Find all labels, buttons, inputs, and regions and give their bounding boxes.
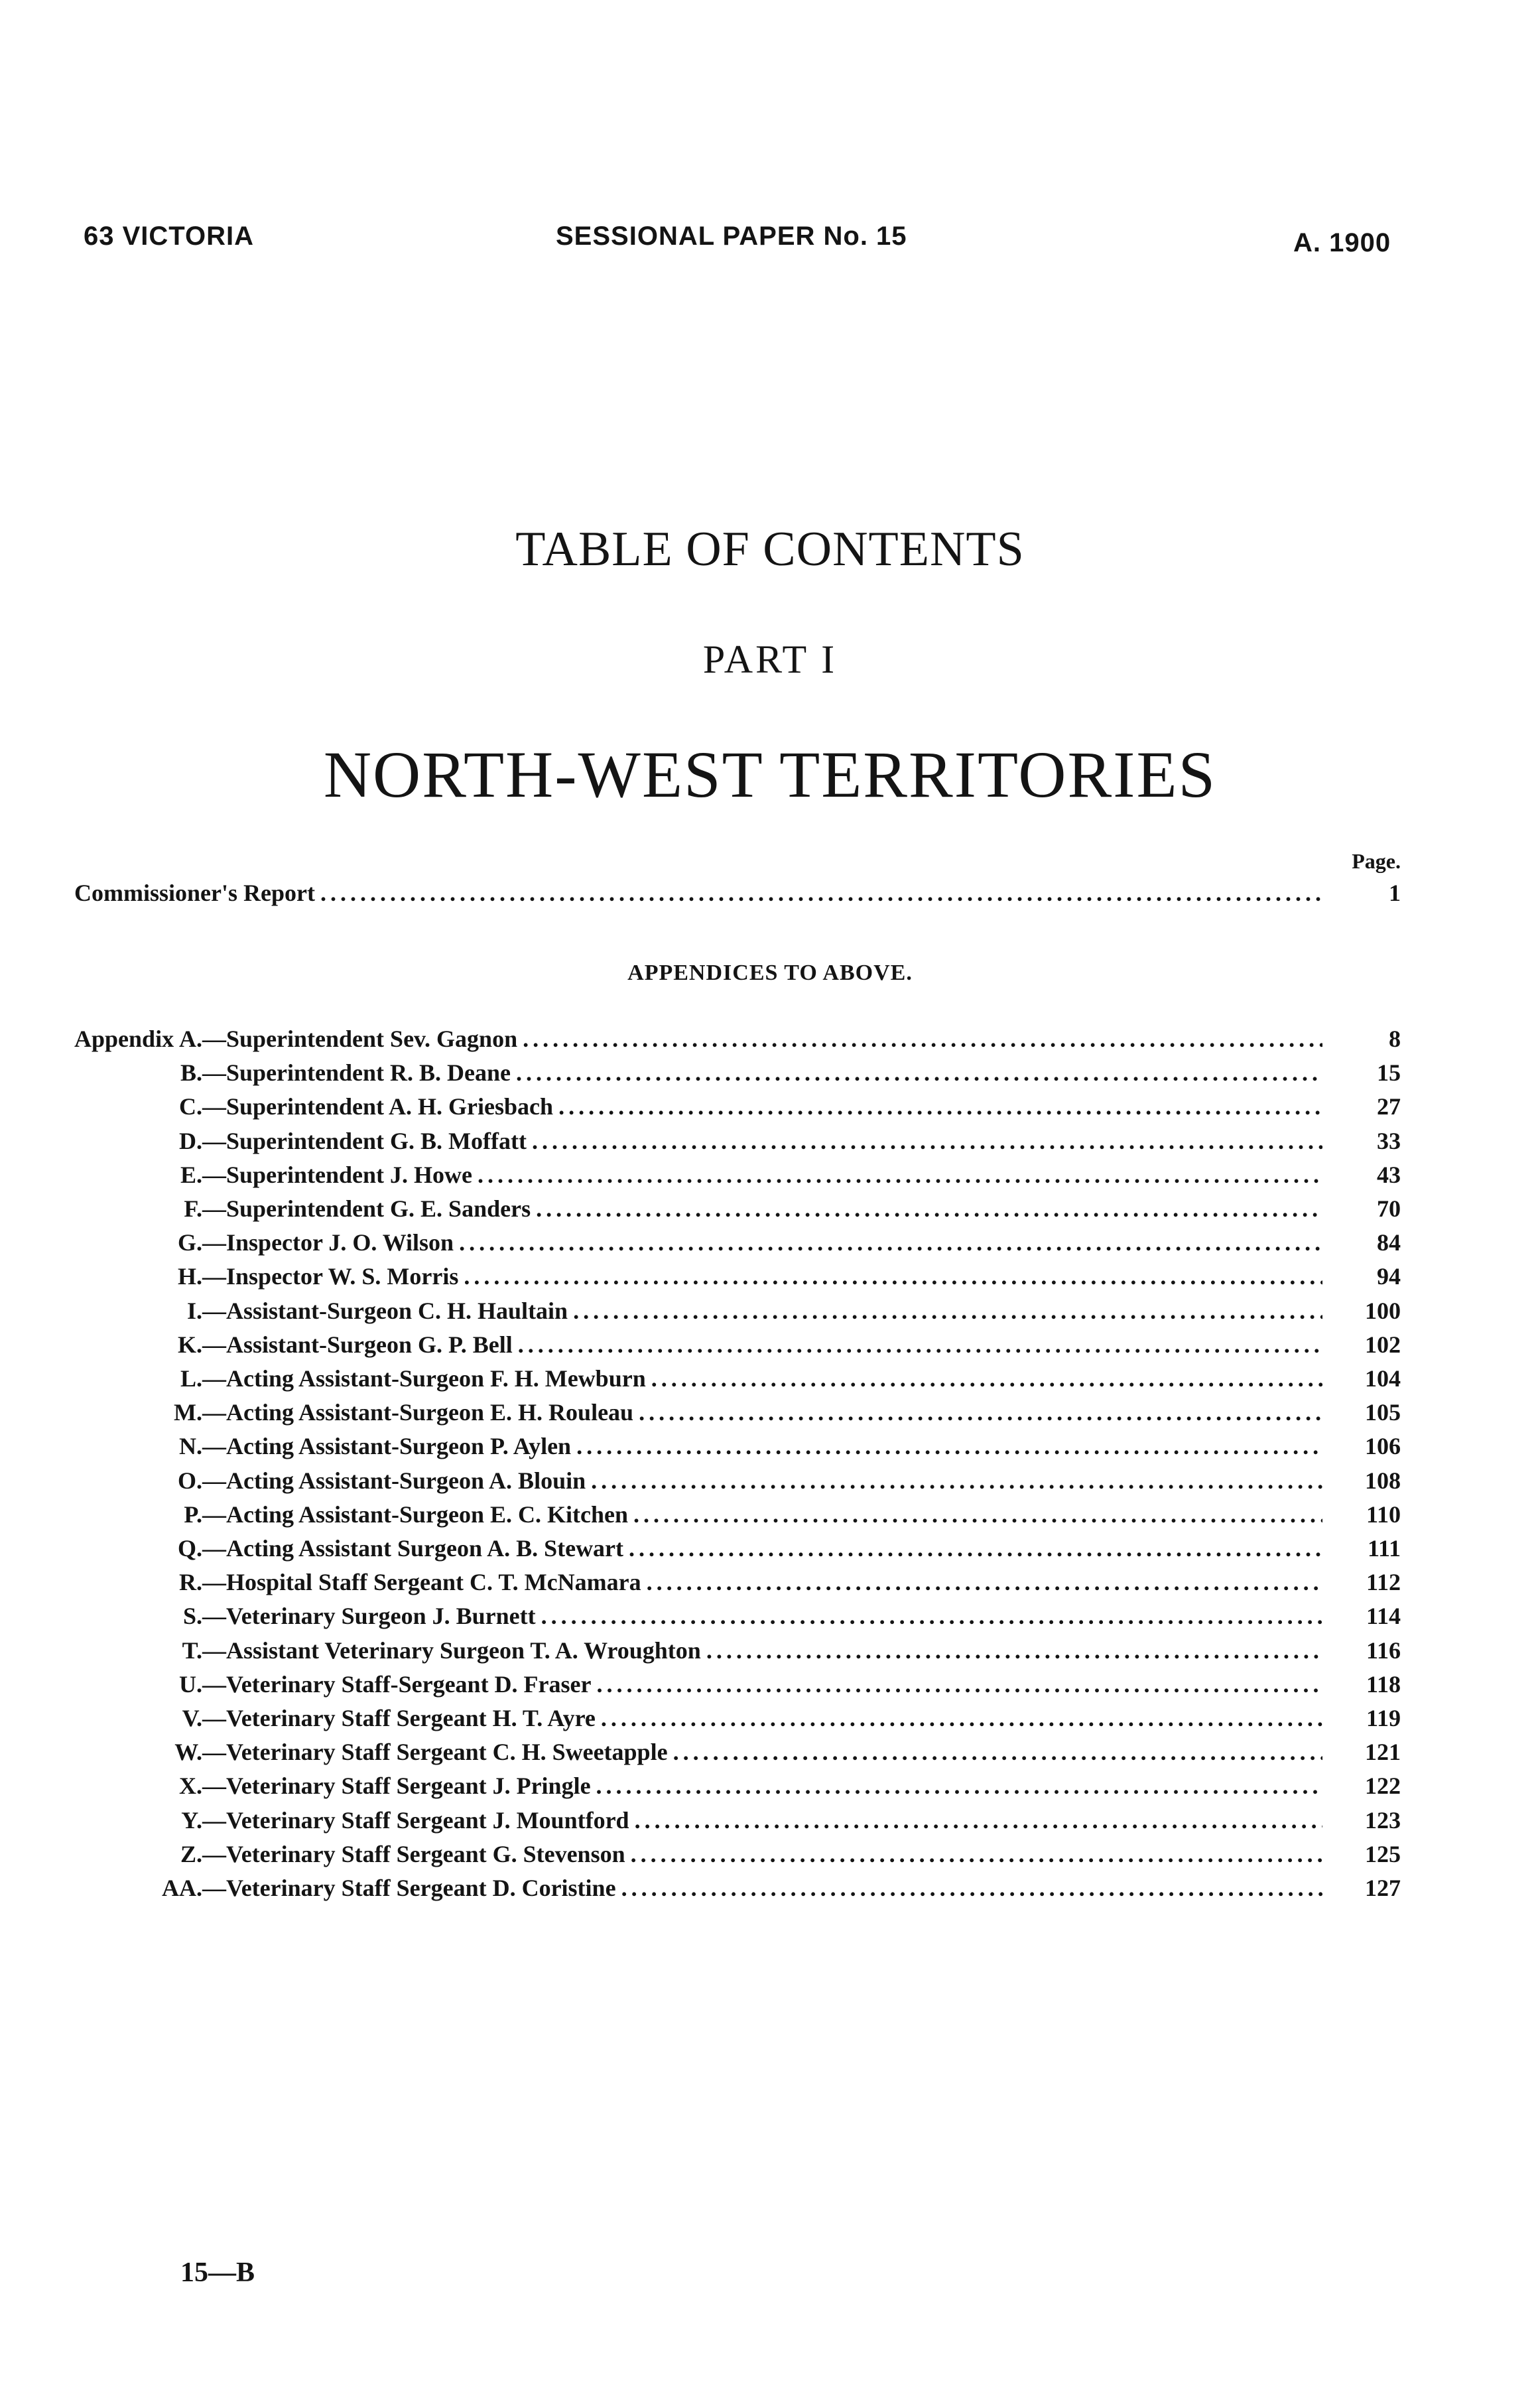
toc-entry-page: 116: [1366, 1637, 1401, 1664]
leader-dots: [459, 1229, 1322, 1256]
toc-entry-page: 27: [1377, 1093, 1401, 1120]
appendix-title: —Acting Assistant-Surgeon E. H. Rouleau: [202, 1399, 634, 1426]
toc-entry-label: [123, 1297, 568, 1325]
toc-entry-page: 106: [1365, 1433, 1401, 1459]
toc-entry-label: [123, 1331, 513, 1359]
appendix-prefix: Appendix: [74, 1026, 174, 1052]
appendix-title: —Assistant Veterinary Surgeon T. A. Wroughton: [202, 1637, 701, 1664]
toc-entry-label: [123, 1568, 641, 1596]
toc-entry-appendix: [123, 1568, 1401, 1596]
leader-dots: [516, 1059, 1322, 1087]
toc-entry-page: 127: [1365, 1875, 1401, 1901]
appendix-title: —Superintendent G. E. Sanders: [202, 1195, 531, 1222]
toc-entry-appendix: [123, 1840, 1401, 1868]
toc-entry-commissioner: [74, 879, 1401, 907]
toc-entry-appendix: [123, 1398, 1401, 1426]
appendix-letter: I.: [186, 1298, 202, 1324]
toc-entry-page: 33: [1377, 1128, 1401, 1154]
leader-dots: [635, 1806, 1322, 1834]
leader-dots: [647, 1568, 1322, 1596]
toc-entry-page: 119: [1366, 1705, 1401, 1731]
toc-entry-label: [123, 1432, 571, 1460]
leader-dots: [573, 1297, 1322, 1325]
appendix-letter: R.: [179, 1569, 202, 1595]
appendix-letter: T.: [182, 1637, 202, 1664]
toc-entry-page: 102: [1365, 1331, 1401, 1358]
leader-dots: [518, 1331, 1322, 1359]
header-sessional-paper: SESSIONAL PAPER No. 15: [556, 222, 907, 251]
toc-entry-page: 112: [1366, 1569, 1401, 1595]
toc-entry-label: [123, 1161, 472, 1189]
toc-entry-label: [123, 1093, 553, 1120]
toc-entry-appendix: [123, 1432, 1401, 1460]
leader-dots: [320, 879, 1322, 907]
leader-dots: [478, 1161, 1322, 1189]
appendix-letter: W.: [174, 1739, 202, 1765]
toc-entry-page: 114: [1366, 1603, 1401, 1629]
toc-entry-page: 105: [1365, 1399, 1401, 1426]
toc-entry-label: [123, 1806, 629, 1834]
appendix-title: —Superintendent A. H. Griesbach: [202, 1093, 554, 1120]
toc-entry-appendix: [123, 1025, 1401, 1053]
toc-entry-appendix: [123, 1229, 1401, 1256]
leader-dots: [523, 1025, 1322, 1053]
toc-entry-page: 70: [1377, 1195, 1401, 1222]
leader-dots: [631, 1840, 1322, 1868]
toc-entry-appendix: [123, 1534, 1401, 1562]
leader-dots: [601, 1704, 1322, 1732]
leader-dots: [541, 1602, 1322, 1630]
appendix-letter: K.: [177, 1331, 202, 1358]
leader-dots: [651, 1365, 1322, 1392]
region-heading: NORTH-WEST TERRITORIES: [323, 738, 1217, 811]
toc-entry-appendix: [123, 1874, 1401, 1902]
footer-signature: 15—B: [180, 2257, 255, 2288]
toc-entry-page: 15: [1377, 1059, 1401, 1086]
leader-dots: [536, 1195, 1322, 1223]
page-column-label: Page.: [1352, 849, 1401, 873]
toc-entry-appendix: [123, 1806, 1401, 1834]
toc-entry-page: 104: [1365, 1365, 1401, 1392]
appendix-letter: Z.: [180, 1841, 202, 1867]
toc-entry-label: [123, 1127, 527, 1155]
toc-entry-appendix: [123, 1670, 1401, 1698]
toc-entry-page: 111: [1367, 1535, 1401, 1562]
appendix-letter: N.: [179, 1433, 202, 1459]
toc-entry-page: 8: [1389, 1026, 1401, 1052]
appendix-title: —Acting Assistant Surgeon A. B. Stewart: [202, 1535, 624, 1562]
appendix-letter: A.: [179, 1026, 202, 1052]
toc-entry-appendix: [123, 1262, 1401, 1290]
toc-entry-label: [123, 1025, 517, 1053]
leader-dots: [706, 1637, 1322, 1664]
appendix-letter: O.: [177, 1467, 202, 1494]
toc-entry-page: 100: [1365, 1298, 1401, 1324]
appendix-title: —Superintendent Sev. Gagnon: [202, 1026, 518, 1052]
appendix-title: —Superintendent G. B. Moffatt: [202, 1128, 527, 1154]
leader-dots: [673, 1738, 1322, 1766]
toc-entry-appendix: [123, 1738, 1401, 1766]
toc-entry-page: 125: [1365, 1841, 1401, 1867]
toc-entry-label: [123, 1501, 628, 1528]
appendix-title: —Acting Assistant-Surgeon A. Blouin: [202, 1467, 586, 1494]
appendix-title: —Veterinary Staff Sergeant C. H. Sweetapple: [202, 1739, 668, 1765]
leader-dots: [596, 1772, 1322, 1800]
appendix-letter: G.: [177, 1229, 202, 1256]
appendix-title: —Veterinary Staff Sergeant D. Coristine: [202, 1875, 616, 1901]
page-title: TABLE OF CONTENTS: [515, 522, 1025, 576]
header-year: A. 1900: [1293, 228, 1391, 257]
toc-entry-page: 118: [1366, 1671, 1401, 1698]
appendix-title: —Inspector J. O. Wilson: [202, 1229, 454, 1256]
toc-entry-label: [123, 1365, 646, 1392]
appendix-letter: M.: [174, 1399, 202, 1426]
toc-entry-label: [123, 1840, 625, 1868]
toc-entry-label: [123, 1229, 454, 1256]
leader-dots: [532, 1127, 1322, 1155]
appendix-letter: X.: [179, 1773, 202, 1799]
toc-entry-label: [123, 1262, 458, 1290]
toc-entry-label: [123, 1670, 592, 1698]
toc-entry-appendix: [123, 1501, 1401, 1528]
appendix-title: —Acting Assistant-Surgeon F. H. Mewburn: [202, 1365, 646, 1392]
toc-entry-appendix: [123, 1637, 1401, 1664]
appendix-title: —Veterinary Staff Sergeant J. Mountford: [202, 1807, 629, 1834]
appendix-title: —Veterinary Staff Sergeant H. T. Ayre: [202, 1705, 596, 1731]
appendix-letter: AA.: [162, 1875, 202, 1901]
appendix-title: —Veterinary Surgeon J. Burnett: [202, 1603, 536, 1629]
toc-entry-page: 122: [1365, 1773, 1401, 1799]
part-heading: PART I: [702, 637, 838, 681]
toc-entry-label: [123, 1195, 531, 1223]
appendix-letter: C.: [179, 1093, 202, 1120]
appendix-letter: D.: [179, 1128, 202, 1154]
appendix-title: —Acting Assistant-Surgeon E. C. Kitchen: [202, 1501, 629, 1528]
toc-entry-label: [123, 1534, 623, 1562]
toc-entry-label: [123, 1398, 633, 1426]
toc-entry-page: 1: [1389, 880, 1401, 906]
appendix-title: —Assistant-Surgeon G. P. Bell: [202, 1331, 513, 1358]
toc-entry-appendix: [123, 1772, 1401, 1800]
toc-entry-appendix: [123, 1331, 1401, 1359]
toc-entry-label: Commissioner's Report: [74, 880, 315, 906]
leader-dots: [576, 1432, 1322, 1460]
appendix-letter: B.: [180, 1059, 202, 1086]
leader-dots: [639, 1398, 1322, 1426]
leader-dots: [621, 1874, 1322, 1902]
toc-entry-appendix: [123, 1161, 1401, 1189]
toc-entry-page: 94: [1377, 1263, 1401, 1290]
toc-entry-page: 108: [1365, 1467, 1401, 1494]
appendix-title: —Veterinary Staff-Sergeant D. Fraser: [202, 1671, 592, 1698]
appendix-title: —Acting Assistant-Surgeon P. Aylen: [202, 1433, 572, 1459]
appendix-title: —Veterinary Staff Sergeant J. Pringle: [202, 1773, 591, 1799]
appendix-title: —Inspector W. S. Morris: [202, 1263, 459, 1290]
toc-entry-page: 121: [1365, 1739, 1401, 1765]
appendix-letter: E.: [180, 1162, 202, 1188]
toc-entry-label: [123, 1637, 701, 1664]
toc-entry-page: 43: [1377, 1162, 1401, 1188]
appendix-letter: L.: [180, 1365, 202, 1392]
toc-entry-label: [123, 1738, 668, 1766]
appendix-letter: P.: [184, 1501, 202, 1528]
leader-dots: [464, 1262, 1322, 1290]
leader-dots: [591, 1467, 1322, 1495]
appendix-letter: Y.: [181, 1807, 202, 1834]
toc-entry-label: [123, 1059, 511, 1087]
toc-entry-label: [123, 1874, 616, 1902]
appendix-title: —Superintendent R. B. Deane: [202, 1059, 511, 1086]
toc-entry-appendix: [123, 1467, 1401, 1495]
appendix-title: —Veterinary Staff Sergeant G. Stevenson: [202, 1841, 625, 1867]
appendix-title: —Hospital Staff Sergeant C. T. McNamara: [202, 1569, 641, 1595]
toc-entry-appendix: [123, 1365, 1401, 1392]
appendix-letter: V.: [182, 1705, 202, 1731]
toc-entry-label: [123, 1772, 591, 1800]
toc-entry-appendix: [123, 1195, 1401, 1223]
toc-entry-appendix: [123, 1093, 1401, 1120]
leader-dots: [558, 1093, 1322, 1120]
header-volume: 63 VICTORIA: [84, 222, 254, 251]
appendix-letter: U.: [179, 1671, 202, 1698]
appendices-heading: APPENDICES TO ABOVE.: [627, 961, 913, 985]
toc-entry-page: 110: [1366, 1501, 1401, 1528]
toc-entry-label: [123, 1602, 536, 1630]
leader-dots: [629, 1534, 1322, 1562]
toc-entry-appendix: [123, 1059, 1401, 1087]
toc-entry-page: 123: [1365, 1807, 1401, 1834]
appendix-letter: Q.: [177, 1535, 202, 1562]
appendix-title: —Assistant-Surgeon C. H. Haultain: [202, 1298, 568, 1324]
appendix-letter: S.: [182, 1603, 202, 1629]
toc-entry-appendix: [123, 1602, 1401, 1630]
appendix-letter: F.: [184, 1195, 202, 1222]
toc-entry-label: [123, 1467, 586, 1495]
toc-entry-appendix: [123, 1704, 1401, 1732]
toc-entry-appendix: [123, 1297, 1401, 1325]
toc-entry-appendix: [123, 1127, 1401, 1155]
toc-entry-label: [123, 1704, 596, 1732]
appendix-letter: H.: [177, 1263, 202, 1290]
leader-dots: [633, 1501, 1322, 1528]
toc-entry-page: 84: [1377, 1229, 1401, 1256]
leader-dots: [597, 1670, 1323, 1698]
appendix-title: —Superintendent J. Howe: [202, 1162, 473, 1188]
